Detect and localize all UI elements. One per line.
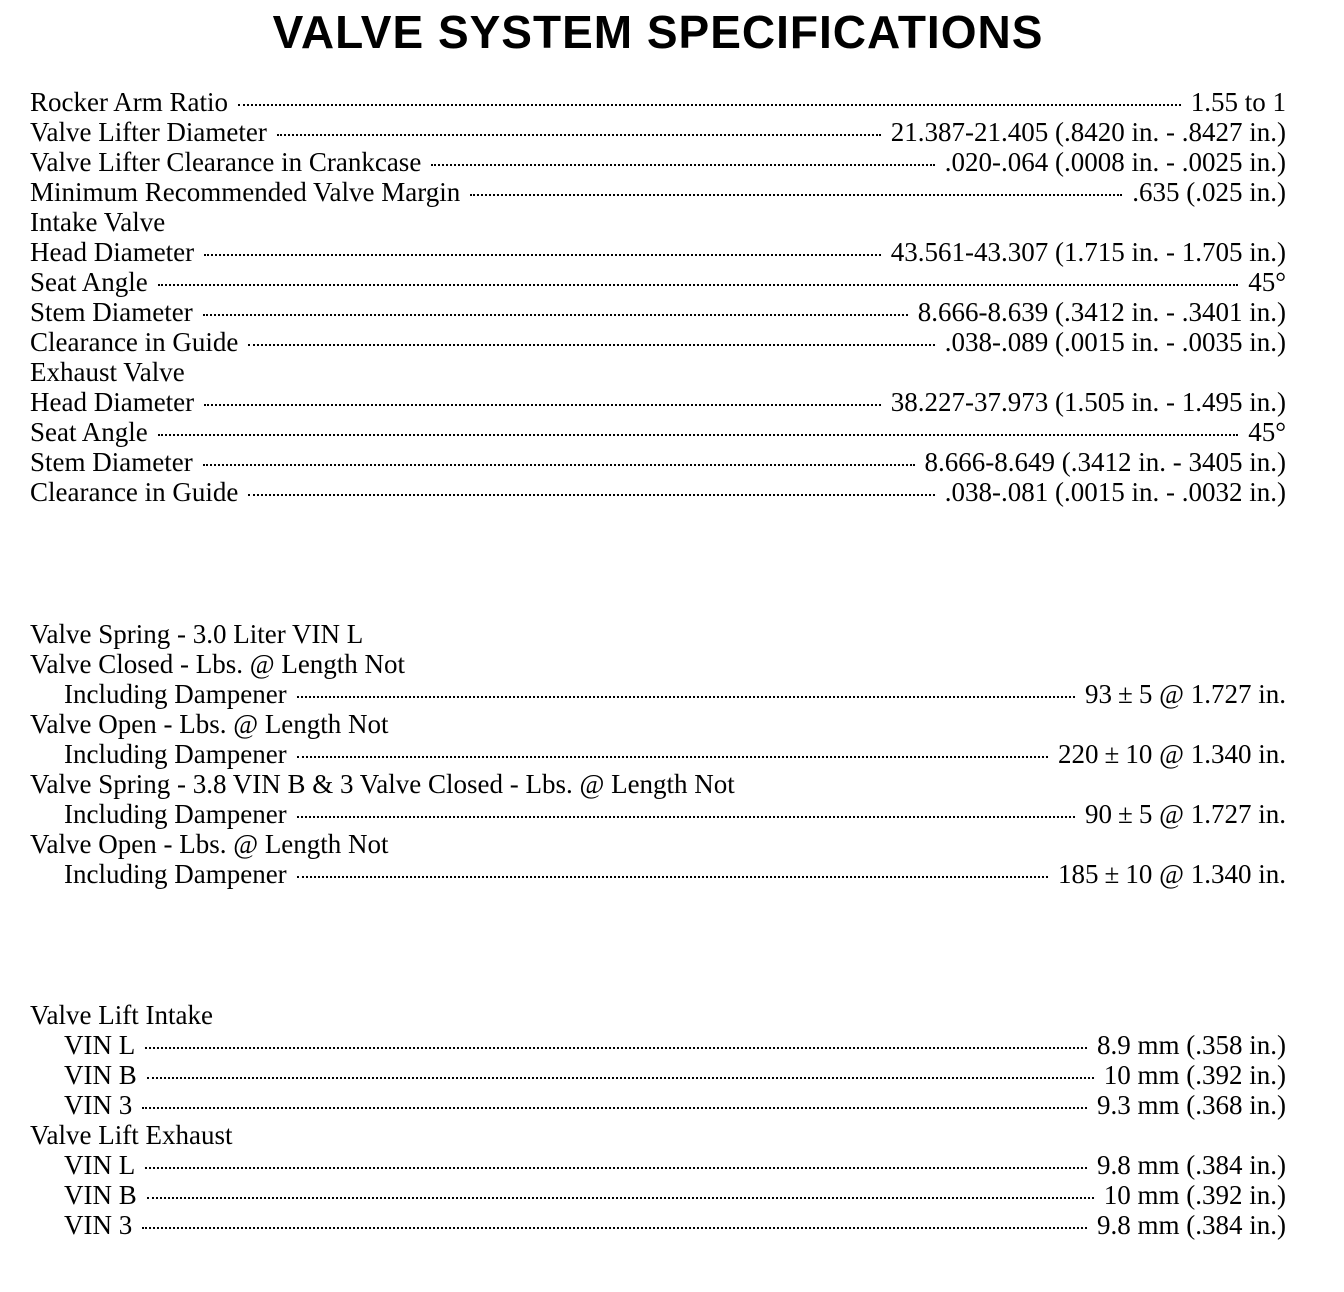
spec-label: Rocker Arm Ratio — [30, 87, 228, 117]
spec-label: VIN B — [64, 1180, 137, 1210]
dot-leader — [145, 1166, 1087, 1169]
load-value: 220 — [1058, 739, 1099, 769]
spec-row — [30, 387, 1286, 417]
subsection-heading — [30, 207, 1286, 237]
dot-leader — [248, 343, 934, 346]
subsection-heading — [30, 829, 1286, 859]
spec-label: VIN 3 — [64, 1210, 133, 1240]
plus-minus-sign: ± — [1118, 799, 1133, 829]
valve-lift-section — [30, 1000, 1286, 1240]
spec-label: Seat Angle — [30, 267, 148, 297]
spec-value: 9.3 mm (.368 in.) — [1097, 1090, 1286, 1120]
spec-row — [30, 1150, 1286, 1180]
spec-row — [30, 147, 1286, 177]
page-title: VALVE SYSTEM SPECIFICATIONS — [272, 6, 1044, 58]
spec-value: 21.387-21.405 (.8420 in. - .8427 in.) — [890, 117, 1286, 147]
dot-leader — [145, 1046, 1087, 1049]
dot-leader — [147, 1076, 1094, 1079]
subsection-heading — [30, 649, 1286, 679]
spec-label: VIN B — [64, 1060, 137, 1090]
spec-row — [30, 117, 1286, 147]
dot-leader — [470, 193, 1122, 196]
valve-spring-section — [30, 619, 1286, 889]
dot-leader — [277, 133, 881, 136]
spring-heading: Valve Spring - 3.0 Liter VIN L — [30, 619, 364, 649]
subsection-heading — [30, 357, 1286, 387]
spec-label: Stem Diameter — [30, 297, 193, 327]
spec-row — [30, 297, 1286, 327]
load-value: 93 — [1085, 679, 1113, 709]
dot-leader — [297, 755, 1048, 758]
spec-row — [30, 267, 1286, 297]
load-value: 90 — [1085, 799, 1113, 829]
spec-value — [1085, 799, 1286, 829]
spec-value: 9.8 mm (.384 in.) — [1097, 1210, 1286, 1240]
spec-label: Seat Angle — [30, 417, 148, 447]
spec-value: 38.227-37.973 (1.505 in. - 1.495 in.) — [890, 387, 1286, 417]
spec-value — [1058, 859, 1286, 889]
dot-leader — [238, 103, 1181, 106]
spec-value: 45° — [1248, 267, 1286, 297]
load-value: 185 — [1058, 859, 1099, 889]
spec-row — [30, 447, 1286, 477]
subsection-heading — [30, 1000, 1286, 1030]
spec-label: VIN L — [64, 1030, 136, 1060]
spec-label: Including Dampener — [64, 859, 287, 889]
dot-leader — [431, 163, 934, 166]
spec-value: .038-.089 (.0015 in. - .0035 in.) — [944, 327, 1286, 357]
dot-leader — [204, 253, 881, 256]
spec-row — [30, 1180, 1286, 1210]
dot-leader — [203, 463, 915, 466]
valve-lift-intake-heading: Valve Lift Intake — [30, 1000, 213, 1030]
spec-value: 8.666-8.649 (.3412 in. - 3405 in.) — [924, 447, 1286, 477]
dot-leader — [203, 313, 908, 316]
valve-spec-section — [30, 87, 1286, 507]
spec-value: 8.666-8.639 (.3412 in. - .3401 in.) — [917, 297, 1286, 327]
spec-value: 9.8 mm (.384 in.) — [1097, 1150, 1286, 1180]
dot-leader — [158, 433, 1238, 436]
spec-value: 10 mm (.392 in.) — [1103, 1060, 1286, 1090]
spec-row — [30, 679, 1286, 709]
spec-value: .038-.081 (.0015 in. - .0032 in.) — [944, 477, 1286, 507]
plus-minus-sign: ± — [1118, 679, 1133, 709]
dot-leader — [297, 815, 1075, 818]
spec-label: Clearance in Guide — [30, 327, 239, 357]
spec-label: Including Dampener — [64, 799, 287, 829]
spec-value: 1.55 to 1 — [1190, 87, 1286, 117]
spec-row — [30, 739, 1286, 769]
spec-value — [1085, 679, 1286, 709]
dot-leader — [248, 493, 934, 496]
tolerance-length: 10 @ 1.340 in. — [1125, 739, 1286, 769]
plus-minus-sign: ± — [1104, 739, 1120, 769]
spec-label: Including Dampener — [64, 739, 287, 769]
dot-leader — [158, 283, 1238, 286]
plus-minus-sign: ± — [1104, 859, 1120, 889]
spec-row — [30, 327, 1286, 357]
valve-lift-exhaust-heading: Valve Lift Exhaust — [30, 1120, 233, 1150]
spec-label: Clearance in Guide — [30, 477, 239, 507]
spec-row — [30, 237, 1286, 267]
dot-leader — [297, 875, 1048, 878]
spec-value: 10 mm (.392 in.) — [1103, 1180, 1286, 1210]
subsection-heading — [30, 769, 1286, 799]
spec-label: Stem Diameter — [30, 447, 193, 477]
spec-row — [30, 1210, 1286, 1240]
exhaust-valve-heading: Exhaust Valve — [30, 357, 185, 387]
spec-row — [30, 1090, 1286, 1120]
spec-label: Minimum Recommended Valve Margin — [30, 177, 461, 207]
tolerance-length: 5 @ 1.727 in. — [1138, 799, 1286, 829]
dot-leader — [204, 403, 881, 406]
spec-value: 43.561-43.307 (1.715 in. - 1.705 in.) — [890, 237, 1286, 267]
spec-label: VIN 3 — [64, 1090, 133, 1120]
spec-label: Valve Lifter Clearance in Crankcase — [30, 147, 422, 177]
spec-label: VIN L — [64, 1150, 136, 1180]
dot-leader — [147, 1196, 1094, 1199]
spring-heading: Valve Spring - 3.8 VIN B & 3 Valve Closed - Lbs. @ Length Not — [30, 769, 735, 799]
spec-row — [30, 87, 1286, 117]
subsection-heading — [30, 709, 1286, 739]
spec-row — [30, 859, 1286, 889]
subsection-heading — [30, 619, 1286, 649]
tolerance-length: 5 @ 1.727 in. — [1138, 679, 1286, 709]
spec-label: Including Dampener — [64, 679, 287, 709]
spec-row — [30, 417, 1286, 447]
spec-label: Head Diameter — [30, 237, 195, 267]
subsection-heading — [30, 1120, 1286, 1150]
valve-closed-heading: Valve Closed - Lbs. @ Length Not — [30, 649, 406, 679]
dot-leader — [142, 1226, 1087, 1229]
valve-open-heading: Valve Open - Lbs. @ Length Not — [30, 709, 389, 739]
spec-value — [1058, 739, 1286, 769]
spec-value: .635 (.025 in.) — [1132, 177, 1286, 207]
dot-leader — [142, 1106, 1087, 1109]
dot-leader — [297, 695, 1075, 698]
tolerance-length: 10 @ 1.340 in. — [1125, 859, 1286, 889]
spec-value: .020-.064 (.0008 in. - .0025 in.) — [944, 147, 1286, 177]
spec-row — [30, 1030, 1286, 1060]
spec-label: Valve Lifter Diameter — [30, 117, 267, 147]
spec-row — [30, 477, 1286, 507]
spec-value: 45° — [1248, 417, 1286, 447]
spec-row — [30, 799, 1286, 829]
spec-label: Head Diameter — [30, 387, 195, 417]
spec-value: 8.9 mm (.358 in.) — [1097, 1030, 1286, 1060]
spec-row — [30, 1060, 1286, 1090]
spec-row — [30, 177, 1286, 207]
intake-valve-heading: Intake Valve — [30, 207, 166, 237]
valve-open-heading: Valve Open - Lbs. @ Length Not — [30, 829, 389, 859]
